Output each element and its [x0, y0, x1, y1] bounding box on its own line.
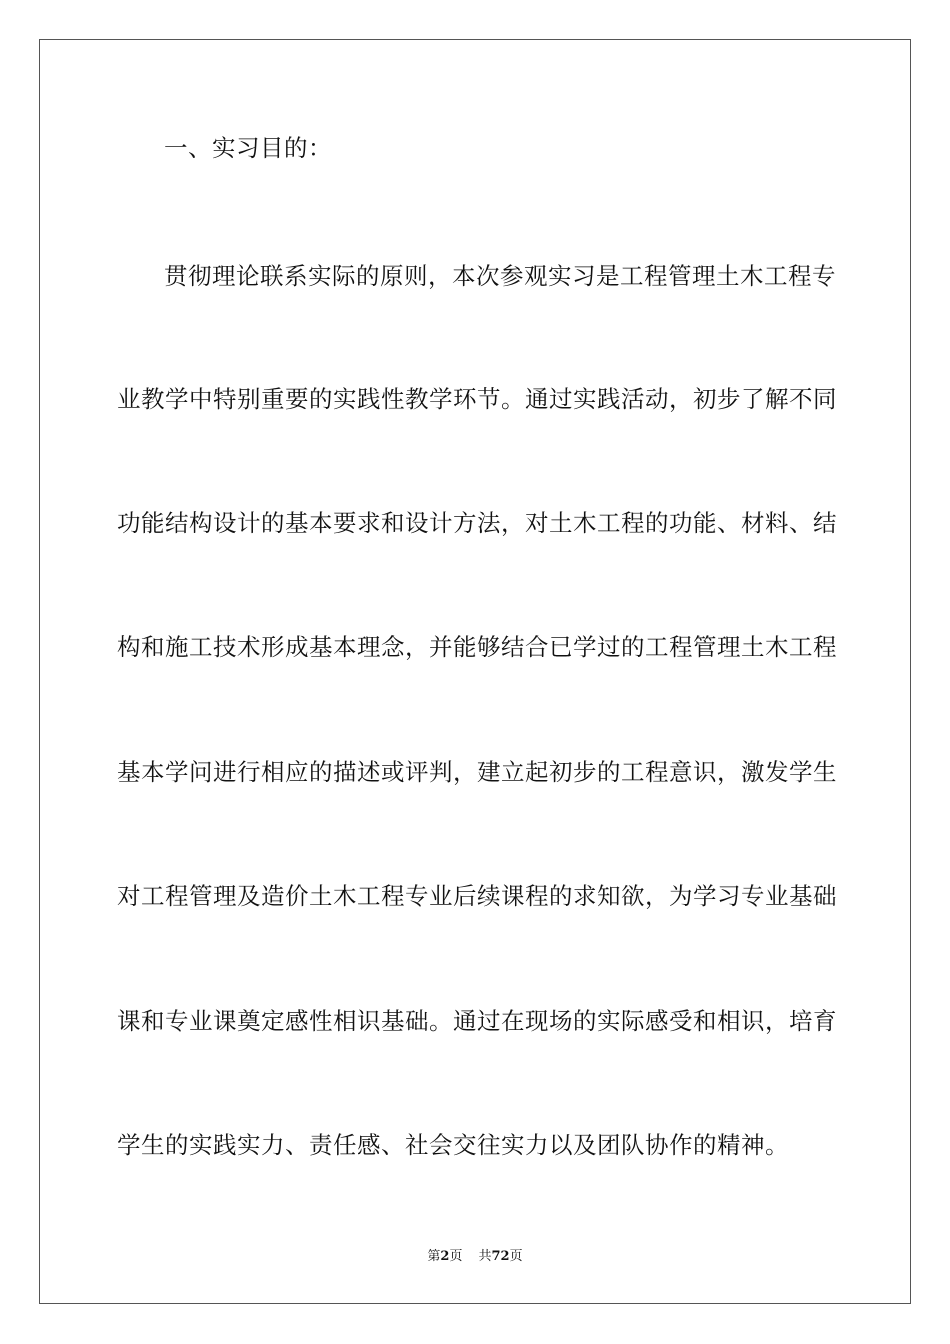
page-border [39, 39, 911, 1304]
footer-total-pages: 72 [491, 1249, 510, 1264]
footer-page-suffix: 页 [449, 1249, 463, 1264]
paragraph-line: 贯彻理论联系实际的原则，本次参观实习是工程管理土木工程专 [164, 262, 836, 290]
paragraph-line: 基本学问进行相应的描述或评判，建立起初步的工程意识，激发学生 [117, 758, 837, 786]
section-heading: 一、实习目的： [164, 134, 332, 162]
footer-total-prefix: 共 [478, 1249, 492, 1264]
paragraph-line: 功能结构设计的基本要求和设计方法，对土木工程的功能、材料、结 [117, 509, 837, 537]
paragraph-line: 课和专业课奠定感性相识基础。通过在现场的实际感受和相识，培育 [117, 1007, 837, 1035]
footer-current-page: 2 [440, 1249, 450, 1264]
footer-total-suffix: 页 [509, 1249, 523, 1264]
paragraph-line: 业教学中特别重要的实践性教学环节。通过实践活动，初步了解不同 [117, 385, 837, 413]
page-footer [0, 1248, 950, 1266]
paragraph-line: 构和施工技术形成基本理念，并能够结合已学过的工程管理土木工程 [117, 633, 837, 661]
footer-page-prefix: 第 [427, 1249, 441, 1264]
paragraph-line: 对工程管理及造价土木工程专业后续课程的求知欲，为学习专业基础 [117, 882, 837, 910]
paragraph-line-last: 学生的实践实力、责任感、社会交往实力以及团队协作的精神。 [117, 1131, 789, 1159]
